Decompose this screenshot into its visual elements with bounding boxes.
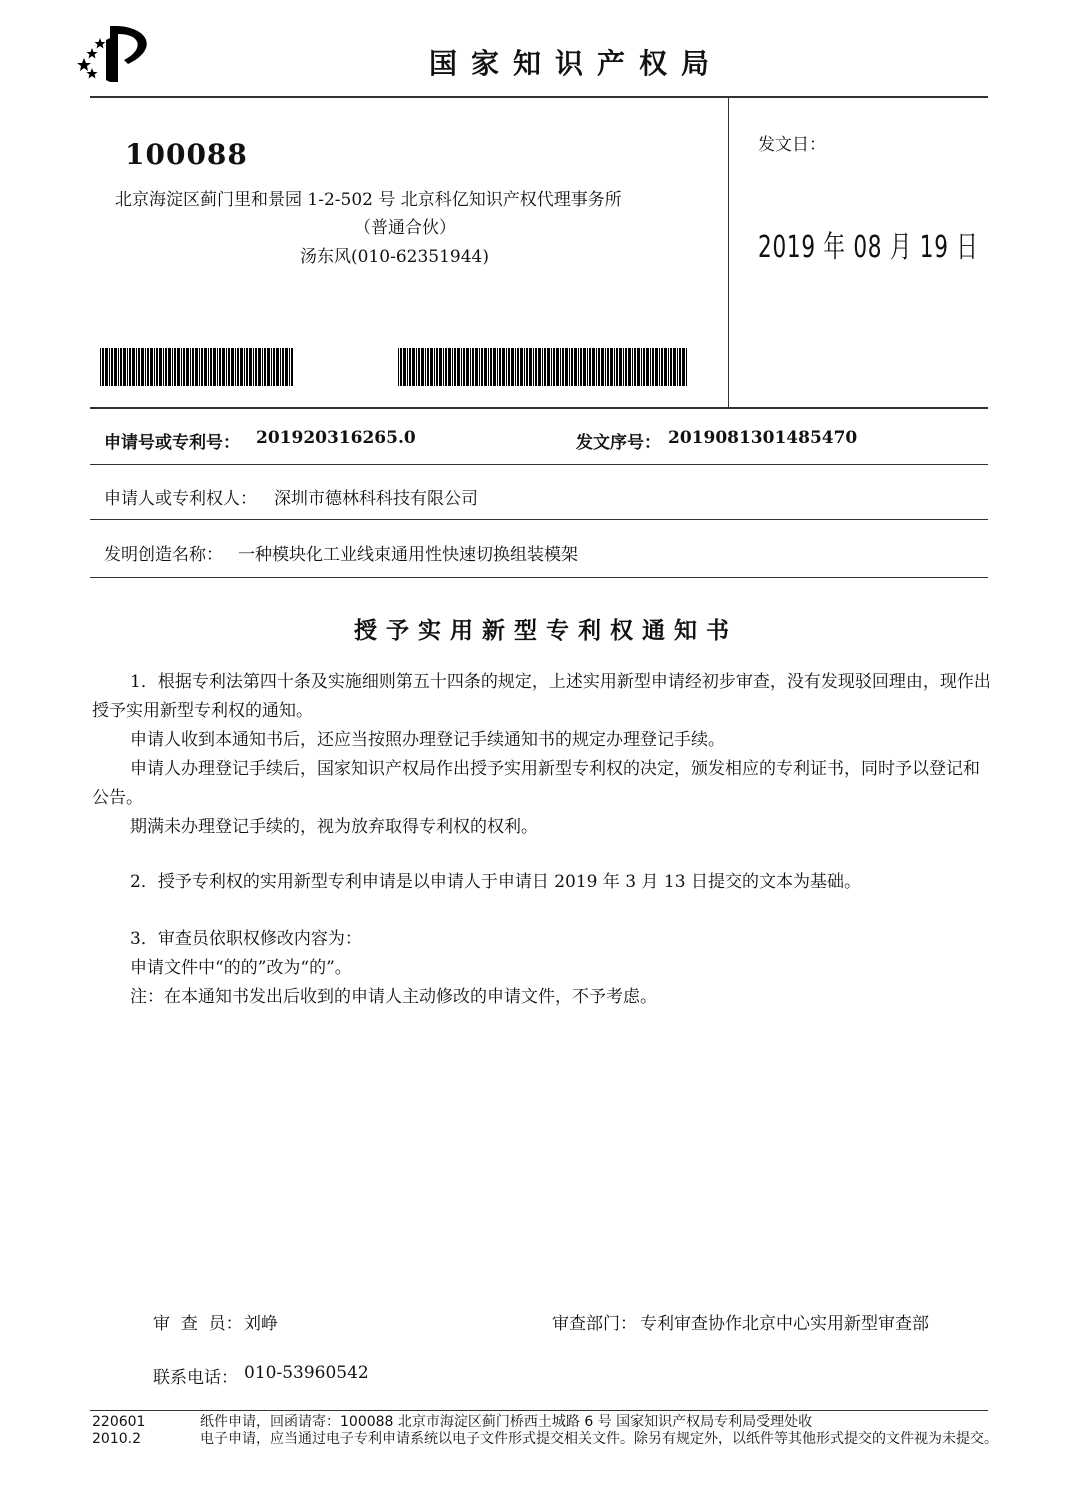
barcode-bar [204,348,207,386]
barcode-bar [100,348,101,386]
serial-label: 发文序号： [576,433,661,453]
barcode-bar [111,348,113,386]
box-bottom-divider [90,407,988,409]
issue-date-label: 发文日： [758,135,826,155]
barcode-bar [129,348,131,386]
examiner-name: 刘峥 [244,1314,278,1334]
barcode-bar [210,348,212,386]
barcode-bar [280,348,281,386]
row-divider [90,464,988,465]
barcode-bar [201,348,203,386]
barcode-bar [538,348,541,386]
notice-paragraph: 期满未办理登记手续的，视为放弃取得专利权的权利。 [130,817,538,837]
row-divider [90,577,988,578]
footer-line-electronic: 电子申请，应当通过电子专利申请系统以电子文件形式提交相关文件。除另有规定外，以纸件等其他形式提交的文件视为未提交。 [200,1431,998,1447]
notice-paragraph: 申请人办理登记手续后，国家知识产权局作出授予实用新型专利权的决定，颁发相应的专利证书，同时予以登记和公告。 [92,759,980,808]
barcode-bar [255,348,257,386]
barcode-bar [267,348,270,386]
barcode-bar [174,348,176,386]
footer-line-mail: 纸件申请，回函请寄：100088 北京市海淀区蓟门桥西土城路 6 号 国家知识产权局专利局受理处收 [200,1414,813,1430]
invention-value: 一种模块化工业线束通用性快速切换组装模架 [238,545,578,565]
barcode-bar [141,348,144,386]
notice-paragraph: 1．根据专利法第四十条及实施细则第五十四条的规定，上述实用新型申请经初步审查，没有发现驳回理由，现作出授予实用新型专利权的通知。 [92,672,991,721]
barcode-bar [650,348,651,386]
barcode-bar [416,348,417,386]
barcode-bar [427,348,429,386]
barcode-bar [466,348,469,386]
barcode-bar [565,348,568,386]
application-no-label: 申请号或专利号： [104,433,240,453]
barcode-bar [569,348,570,386]
invention-label: 发明创造名称： [104,545,223,565]
barcode-bar [421,348,424,386]
barcode-bar [138,348,140,386]
barcode-bar [553,348,555,386]
barcode-bar [412,348,415,386]
barcode-bar [452,348,453,386]
barcode-bar [544,348,546,386]
barcode-bar [679,348,681,386]
barcode-bar [240,348,243,386]
barcode-bar [517,348,519,386]
barcode-bar [273,348,275,386]
barcode-bar [407,348,408,386]
barcode-bar [109,348,110,386]
barcode-bar [479,348,480,386]
barcode-bar [418,348,420,386]
barcode-bar [598,348,600,386]
barcode-bar [625,348,627,386]
barcode-bar [436,348,438,386]
barcode-bar [190,348,191,386]
recipient-address: 北京海淀区蓟门里和景园 1-2-502 号 北京科亿知识产权代理事务所 [115,190,622,210]
barcode-bar [291,348,293,386]
barcode-bar [661,348,663,386]
examiner-label: 审 查 员： [153,1314,243,1334]
barcode-bar [454,348,456,386]
barcode-bar [219,348,221,386]
barcode-bar [484,348,487,386]
barcode-bar [637,348,640,386]
barcode-bar [168,348,171,386]
barcode-bar [506,348,507,386]
barcode-bar [670,348,672,386]
barcode-bar [508,348,510,386]
barcode-bar [276,348,279,386]
barcode-bar [605,348,606,386]
barcode-bar [488,348,489,386]
barcode-bar [524,348,525,386]
barcode-bar [262,348,263,386]
barcode-bar [163,348,164,386]
barcode-bar [583,348,586,386]
barcode-bar [682,348,685,386]
barcode-bar [542,348,543,386]
form-code-block [92,1414,145,1448]
barcode-bar [610,348,613,386]
barcode-bar [641,348,642,386]
barcode-bar [497,348,498,386]
notice-paragraph: 注：在本通知书发出后收到的申请人主动修改的申请文件，不予考虑。 [130,987,657,1007]
barcode-bar [560,348,561,386]
date-box-divider [728,97,729,407]
barcode-bar [571,348,573,386]
barcode-bar [127,348,128,386]
barcode-bar [195,348,198,386]
barcode-bar [150,348,153,386]
applicant-value: 深圳市德林科科技有限公司 [274,489,478,509]
barcode-bar [398,348,399,386]
barcode-bar [547,348,550,386]
barcode-bar [208,348,209,386]
barcode-bar [434,348,435,386]
notice-paragraph: 申请人收到本通知书后，还应当按照办理登记手续通知书的规定办理登记手续。 [130,730,725,750]
barcode-bar [264,348,266,386]
barcode-bar [526,348,528,386]
barcode-bar [271,348,272,386]
barcode-bar [258,348,261,386]
barcode-bar [614,348,615,386]
barcode-bar [499,348,501,386]
department-label: 审查部门： [552,1314,637,1334]
serial-value: 2019081301485470 [668,428,858,448]
recipient-contact: 汤东风(010-62351944) [300,247,489,267]
barcode-bar [580,348,582,386]
footer-divider [90,1410,988,1411]
application-no-value: 201920316265.0 [256,428,416,448]
postcode: 100088 [125,138,248,171]
barcode-bar [448,348,451,386]
barcode-bar [199,348,200,386]
barcode-bar [655,348,658,386]
notice-title: 授予实用新型专利权通知书 [354,618,738,644]
barcode-bar [515,348,516,386]
barcode-bar [562,348,564,386]
barcode-bar [472,348,474,386]
phone-value: 010-53960542 [244,1363,369,1383]
barcode-bar [652,348,654,386]
barcode-bar [172,348,173,386]
barcode-bar [493,348,496,386]
recipient-address-suffix: （普通合伙） [354,218,456,238]
barcode-bar [244,348,245,386]
barcode-bar [574,348,577,386]
barcode-bar [246,348,248,386]
barcode-bar [673,348,676,386]
barcode-bar [123,348,126,386]
barcode-bar [457,348,460,386]
barcode-bar [632,348,633,386]
barcode-bar [192,348,194,386]
barcode-bar [556,348,559,386]
barcode-bar [677,348,678,386]
row-divider [90,519,988,520]
barcode-bar [222,348,225,386]
barcode-bar [443,348,444,386]
barcode-bar [634,348,636,386]
notice-paragraph: 2．授予专利权的实用新型专利申请是以申请人于申请日 2019 年 3 月 13 日提交的文本为基础。 [130,872,861,892]
barcode-bar [147,348,149,386]
barcode-bar [592,348,595,386]
barcode-bar [213,348,216,386]
barcode-bar [120,348,122,386]
barcode-bar [183,348,185,386]
barcode-bar [156,348,158,386]
barcode-bar [578,348,579,386]
barcode-bar [668,348,669,386]
barcode-bar [249,348,252,386]
barcode-bar [400,348,402,386]
barcode-bar [643,348,645,386]
barcode-bar [535,348,537,386]
barcode-bar [114,348,117,386]
barcode-bar [235,348,236,386]
barcode-right [398,348,688,386]
barcode-bar [623,348,624,386]
notice-paragraph: 申请文件中“的的”改为“的”。 [130,958,352,978]
barcode-bar [533,348,534,386]
barcode-bar [445,348,447,386]
barcode-bar [425,348,426,386]
barcode-bar [616,348,618,386]
barcode-bar [217,348,218,386]
notice-paragraph: 3．审查员依职权修改内容为： [130,929,362,949]
barcode-bar [502,348,505,386]
barcode-bar [409,348,411,386]
barcode-bar [136,348,137,386]
barcode-bar [289,348,290,386]
barcode-bar [664,348,667,386]
phone-label: 联系电话： [153,1368,238,1388]
barcode-bar [118,348,119,386]
barcode-bar [228,348,230,386]
barcode-bar [165,348,167,386]
barcode-bar [607,348,609,386]
barcode-bar [253,348,254,386]
barcode-bar [601,348,604,386]
barcode-bar [529,348,532,386]
barcode-bar [520,348,523,386]
barcode-bar [551,348,552,386]
barcode-bar [237,348,239,386]
barcode-bar [159,348,162,386]
barcode-left [100,348,294,386]
barcode-bar [285,348,288,386]
barcode-bar [102,348,104,386]
barcode-bar [430,348,433,386]
barcode-bar [596,348,597,386]
barcode-bar [177,348,180,386]
barcode-bar [481,348,483,386]
barcode-bar [511,348,514,386]
barcode-bar [145,348,146,386]
barcode-bar [628,348,631,386]
barcode-bar [587,348,588,386]
barcode-bar [439,348,442,386]
barcode-bar [463,348,465,386]
barcode-bar [186,348,189,386]
barcode-bar [226,348,227,386]
barcode-bar [659,348,660,386]
header-divider [90,96,988,98]
barcode-bar [475,348,478,386]
issue-date: 2019 年 08 月 19 日 [758,230,979,265]
applicant-label: 申请人或专利权人： [104,489,257,509]
barcode-bar [181,348,182,386]
department-value: 专利审查协作北京中心实用新型审查部 [640,1314,929,1334]
barcode-bar [132,348,135,386]
barcode-bar [105,348,108,386]
barcode-bar [619,348,622,386]
footer-instructions [200,1414,1000,1448]
barcode-bar [589,348,591,386]
office-name: 国家知识产权局 [428,47,723,80]
barcode-bar [686,348,687,386]
form-date: 2010.2 [92,1431,141,1447]
barcode-bar [470,348,471,386]
barcode-bar [403,348,406,386]
barcode-bar [231,348,234,386]
barcode-bar [646,348,649,386]
barcode-bar [282,348,284,386]
barcode-bar [490,348,492,386]
barcode-bar [461,348,462,386]
form-code: 220601 [92,1414,146,1430]
barcode-bar [154,348,155,386]
